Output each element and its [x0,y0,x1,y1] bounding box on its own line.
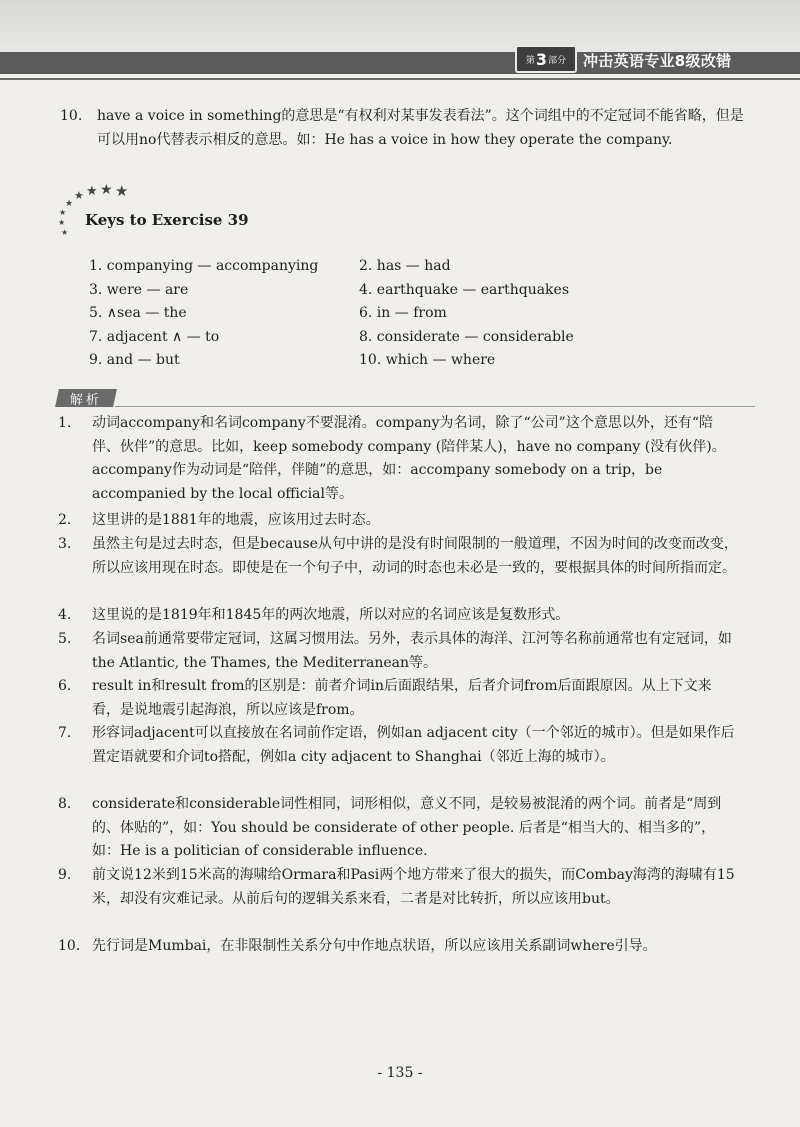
svg-text:★: ★ [86,184,98,199]
keys-row [89,282,709,306]
analysis-number: 10. [58,938,81,954]
key-answer: 1. companying — accompanying [89,258,319,274]
analysis-text: 先行词是Mumbai，在非限制性关系分句中作地点状语，所以应该用关系副词where引导。 [92,938,657,954]
key-answer: 8. considerate — considerable [359,328,574,345]
keys-grid [89,258,709,376]
keys-heading [57,183,277,243]
part-number: 3 [535,49,548,69]
analysis-text: 这里说的是1819年和1845年的两次地震，所以对应的名词应该是复数形式。 [92,607,570,623]
svg-text:★: ★ [65,199,74,209]
page-number: - 135 - [377,1065,423,1081]
svg-text:★: ★ [115,183,129,200]
svg-text:★: ★ [61,228,69,237]
keys-row [89,305,709,329]
analysis-number: 6. [58,678,72,694]
key-answer: 2. has — had [359,258,451,274]
analysis-item [58,675,738,722]
svg-text:★: ★ [59,208,67,217]
key-answer: 4. earthquake — earthquakes [359,281,570,298]
analysis-number: 3. [58,536,72,552]
analysis-number: 4. [58,607,72,623]
key-answer: 6. in — from [359,305,447,321]
key-answer: 10. which — where [359,352,496,368]
analysis-label-text: 解析 [69,392,102,408]
keys-row [89,329,709,353]
keys-row [89,352,709,376]
analysis-number: 8. [58,796,72,812]
analysis-text: result in和result from的区别是：前者介词in后面跟结果，后者介词from后面跟原因。从上下文来看，是说地震引起海浪，所以应该是from。 [92,678,712,718]
analysis-label [55,389,117,407]
keys-title: Keys to Exercise 39 [85,211,249,229]
key-answer: 7. adjacent ∧ — to [89,328,220,345]
section-title: 冲击英语专业8级改错 [583,52,732,70]
analysis-item [58,864,738,911]
analysis-item [58,509,738,533]
analysis-item [58,935,738,959]
top-band [0,0,800,52]
analysis-number: 1. [58,415,72,431]
svg-text:★: ★ [74,189,84,202]
svg-text:★: ★ [100,183,113,198]
analysis-text: 形容词adjacent可以直接放在名词前作定语，例如an adjacent city（一个邻近的城市）。但是如果作后置定语就要和介词to搭配，例如a city adjacent to Shanghai（邻近上海的城市）。 [92,725,735,765]
note-number: 10. [60,108,83,124]
analysis-number: 5. [58,631,72,647]
note-text: have a voice in something的意思是“有权利对某事发表看法”。这个词组中的不定冠词不能省略，但是可以用no代替表示相反的意思。如：He has a voice in how they operate the company. [97,108,744,148]
keys-row [89,258,709,282]
analysis-number: 7. [58,725,72,741]
analysis-item [58,722,738,769]
key-answer: 5. ∧sea — the [89,305,187,321]
note-item [60,104,750,152]
svg-text:★: ★ [58,218,66,227]
analysis-text: 前文说12米到15米高的海啸给Ormara和Pasi两个地方带来了很大的损失，而Combay海湾的海啸有15米，却没有灾难记录。从前后句的逻辑关系来看，二者是对比转折，所以应该用but。 [92,867,735,907]
part-prefix: 第 [525,55,535,66]
analysis-item [58,412,738,506]
analysis-text: considerate和considerable词性相同，词形相似，意义不同，是较易被混淆的两个词。前者是“周到的、体贴的”，如：You should be considerate of other people. 后者是“相当大的、相当多的”，如：He is a politician of considerable influence. [92,796,722,859]
analysis-number: 2. [58,512,72,528]
analysis-item [58,533,738,580]
analysis-text: 虽然主句是过去时态，但是because从句中讲的是没有时间限制的一般道理，不因为时间的改变而改变，所以应该用现在时态。即使是在一个句子中，动词的时态也未必是一致的，要根据具体的时间所指而定。 [92,536,738,576]
analysis-number: 9. [58,867,72,883]
key-answer: 9. and — but [89,352,180,368]
part-tag [515,45,577,73]
key-answer: 3. were — are [89,281,189,298]
analysis-item [58,628,738,675]
analysis-text: 名词sea前通常要带定冠词，这属习惯用法。另外，表示具体的海洋、江河等名称前通常也有定冠词，如the Atlantic, the Thames, the Mediterranean等。 [92,631,732,671]
analysis-item [58,604,738,628]
analysis-divider [115,406,755,407]
part-suffix: 部分 [548,55,567,66]
analysis-item [58,793,738,864]
header-divider [0,78,800,80]
analysis-text: 这里讲的是1881年的地震，应该用过去时态。 [92,512,380,528]
analysis-text: 动词accompany和名词company不要混淆。company为名词，除了“公司”这个意思以外，还有“陪伴、伙伴”的意思。比如，keep somebody company (陪伴某人)，have no company (没有伙伴)。accompany作为动词是“陪伴，伴随”的意思，如：accompany somebody on a trip，be accompanied by the local official等。 [92,415,726,502]
